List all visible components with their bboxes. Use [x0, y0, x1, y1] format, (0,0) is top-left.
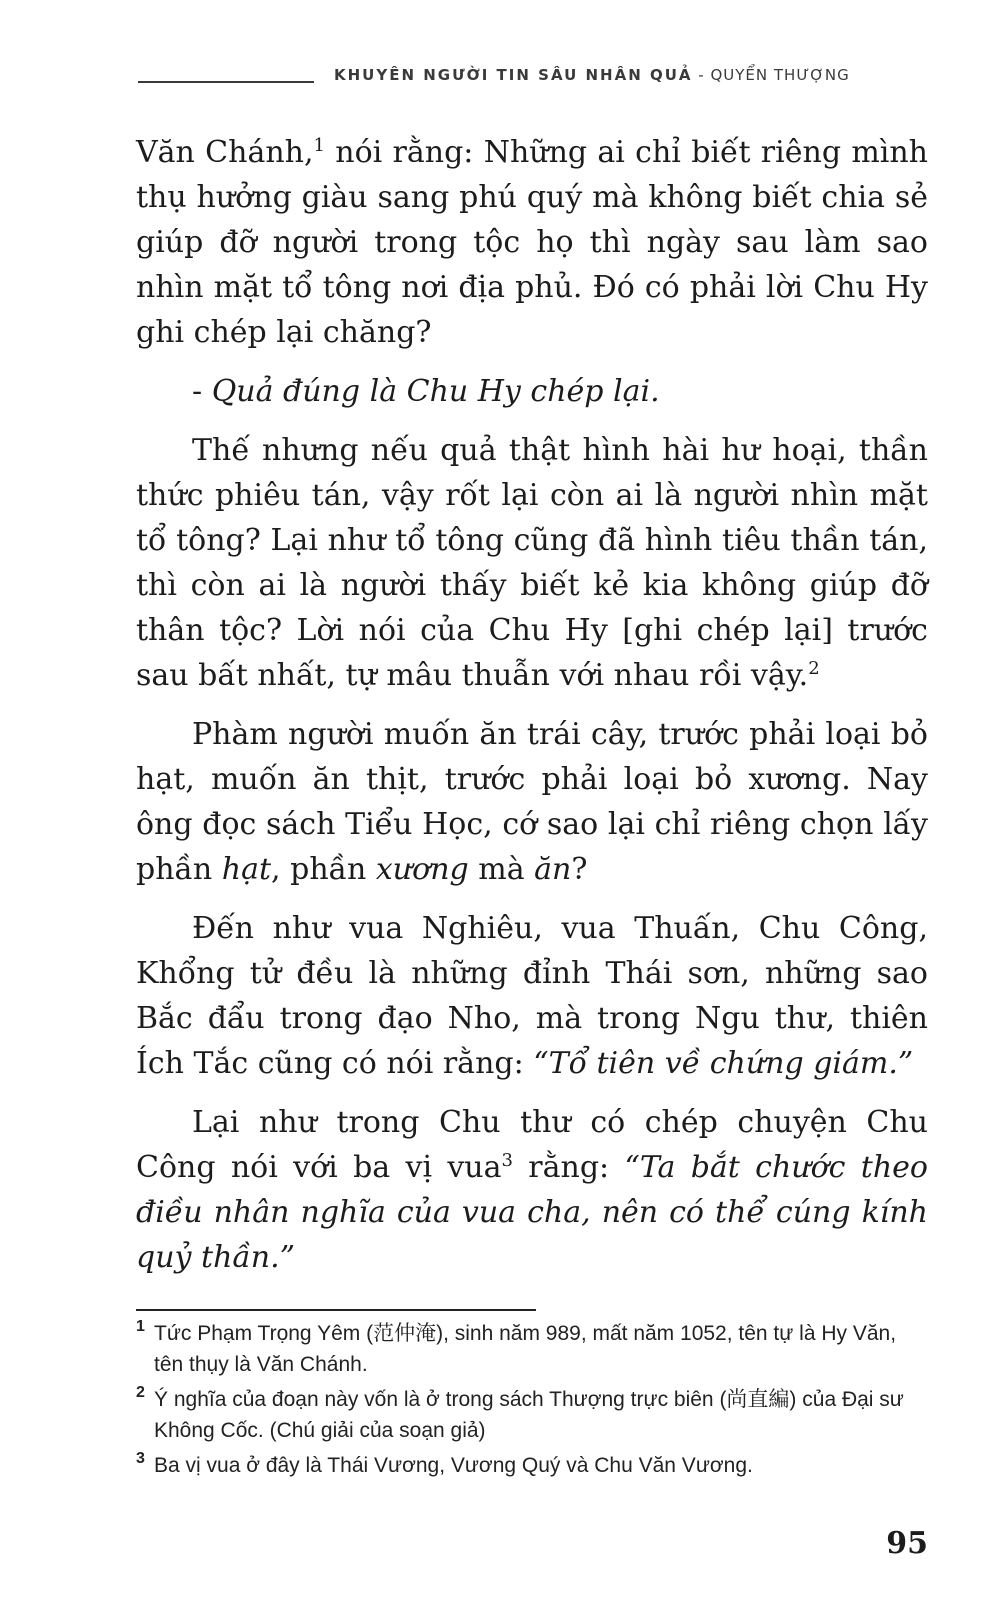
footnote-1 [136, 1318, 928, 1380]
paragraph-1-start: Văn Chánh, [136, 135, 314, 170]
footnote-number: 3 [136, 1450, 145, 1467]
title-separator: - [692, 66, 711, 84]
paragraph-4-b: , phần [271, 852, 376, 887]
paragraph-1-rest: nói rằng: Những ai chỉ biết riêng mình thụ hưởng giàu sang phú quý mà không biết chia sẻ giúp đỡ người trong tộc họ thì ngày sau làm sao nhìn mặt tổ tông nơi địa phủ. Đó có phải lời Chu Hy ghi chép lại chăng? [136, 135, 929, 350]
footnote-rule [136, 1309, 536, 1311]
paragraph-4-a: Phàm người muốn ăn trái cây, trước phải loại bỏ hạt, muốn ăn thịt, trước phải loại bỏ xương. Nay ông đọc sách Tiểu Học, cớ sao lại chỉ riêng chọn lấy phần [136, 717, 928, 887]
footnote-text: Ba vị vua ở đây là Thái Vương, Vương Quý và Chu Văn Vương. [154, 1454, 753, 1477]
footnote-ref-1: 1 [313, 135, 325, 156]
paragraph-4-d: ? [571, 852, 588, 887]
paragraph-3-text: Thế nhưng nếu quả thật hình hài hư hoại, thần thức phiêu tán, vậy rốt lại còn ai là người nhìn mặt tổ tông? Lại như tổ tông cũng đã hình tiêu thần tán, thì còn ai là người thấy biết kẻ kia không giúp đỡ thân tộc? Lời nói của Chu Hy [ghi chép lại] trước sau bất nhất, tự mâu thuẫn với nhau rồi vậy. [136, 433, 928, 693]
paragraph-1 [136, 130, 928, 355]
footnote-number: 1 [136, 1318, 145, 1335]
reply-italic: Quả đúng là Chu Hy chép lại. [211, 374, 660, 409]
quote-ancestors: “Tổ tiên về chứng giám.” [533, 1046, 914, 1081]
footnote-ref-2: 2 [808, 658, 820, 679]
dialogue-dash: - [192, 374, 212, 409]
italic-word-an: ăn [534, 852, 572, 887]
paragraph-3 [136, 428, 928, 698]
paragraph-6 [136, 1100, 928, 1280]
footnote-text: Ý nghĩa của đoạn này vốn là ở trong sách Thượng trực biên (尚直編) của Đại sư Không Cốc. (Chú giải của soạn giả) [154, 1388, 904, 1442]
body-text [136, 130, 928, 1294]
volume-title: QUYỂN THƯỢNG [710, 66, 850, 84]
paragraph-6-b: rằng: [512, 1150, 625, 1185]
italic-word-xuong: xương [375, 852, 469, 887]
italic-word-hat: hạt [221, 852, 272, 887]
footnotes [136, 1318, 928, 1485]
paragraph-4 [136, 712, 928, 892]
running-title [334, 66, 850, 84]
running-header [138, 60, 932, 90]
quote-chu-cong: “Ta bắt chước theo điều nhân nghĩa của vua cha, nên có thể cúng kính quỷ thần.” [136, 1150, 928, 1275]
footnote-ref-3: 3 [501, 1150, 513, 1171]
page-number: 95 [886, 1526, 928, 1561]
footnote-number: 2 [136, 1384, 145, 1401]
footnote-text: Tức Phạm Trọng Yêm (范仲淹), sinh năm 989, mất năm 1052, tên tự là Hy Văn, tên thụy là Văn Chánh. [154, 1322, 897, 1376]
paragraph-5 [136, 906, 928, 1086]
paragraph-4-c: mà [468, 852, 535, 887]
paragraph-5-text: Đến như vua Nghiêu, vua Thuấn, Chu Công, Khổng tử đều là những đỉnh Thái sơn, những sao Bắc đẩu trong đạo Nho, mà trong Ngu thư, thiên Ích Tắc cũng có nói rằng: [136, 911, 928, 1081]
header-rule [138, 81, 314, 83]
book-title: KHUYÊN NGƯỜI TIN SÂU NHÂN QUẢ [334, 66, 693, 84]
paragraph-6-a: Lại như trong Chu thư có chép chuyện Chu Công nói với ba vị vua [136, 1105, 928, 1185]
footnote-3 [136, 1450, 928, 1481]
paragraph-2 [136, 369, 928, 414]
footnote-2 [136, 1384, 928, 1446]
